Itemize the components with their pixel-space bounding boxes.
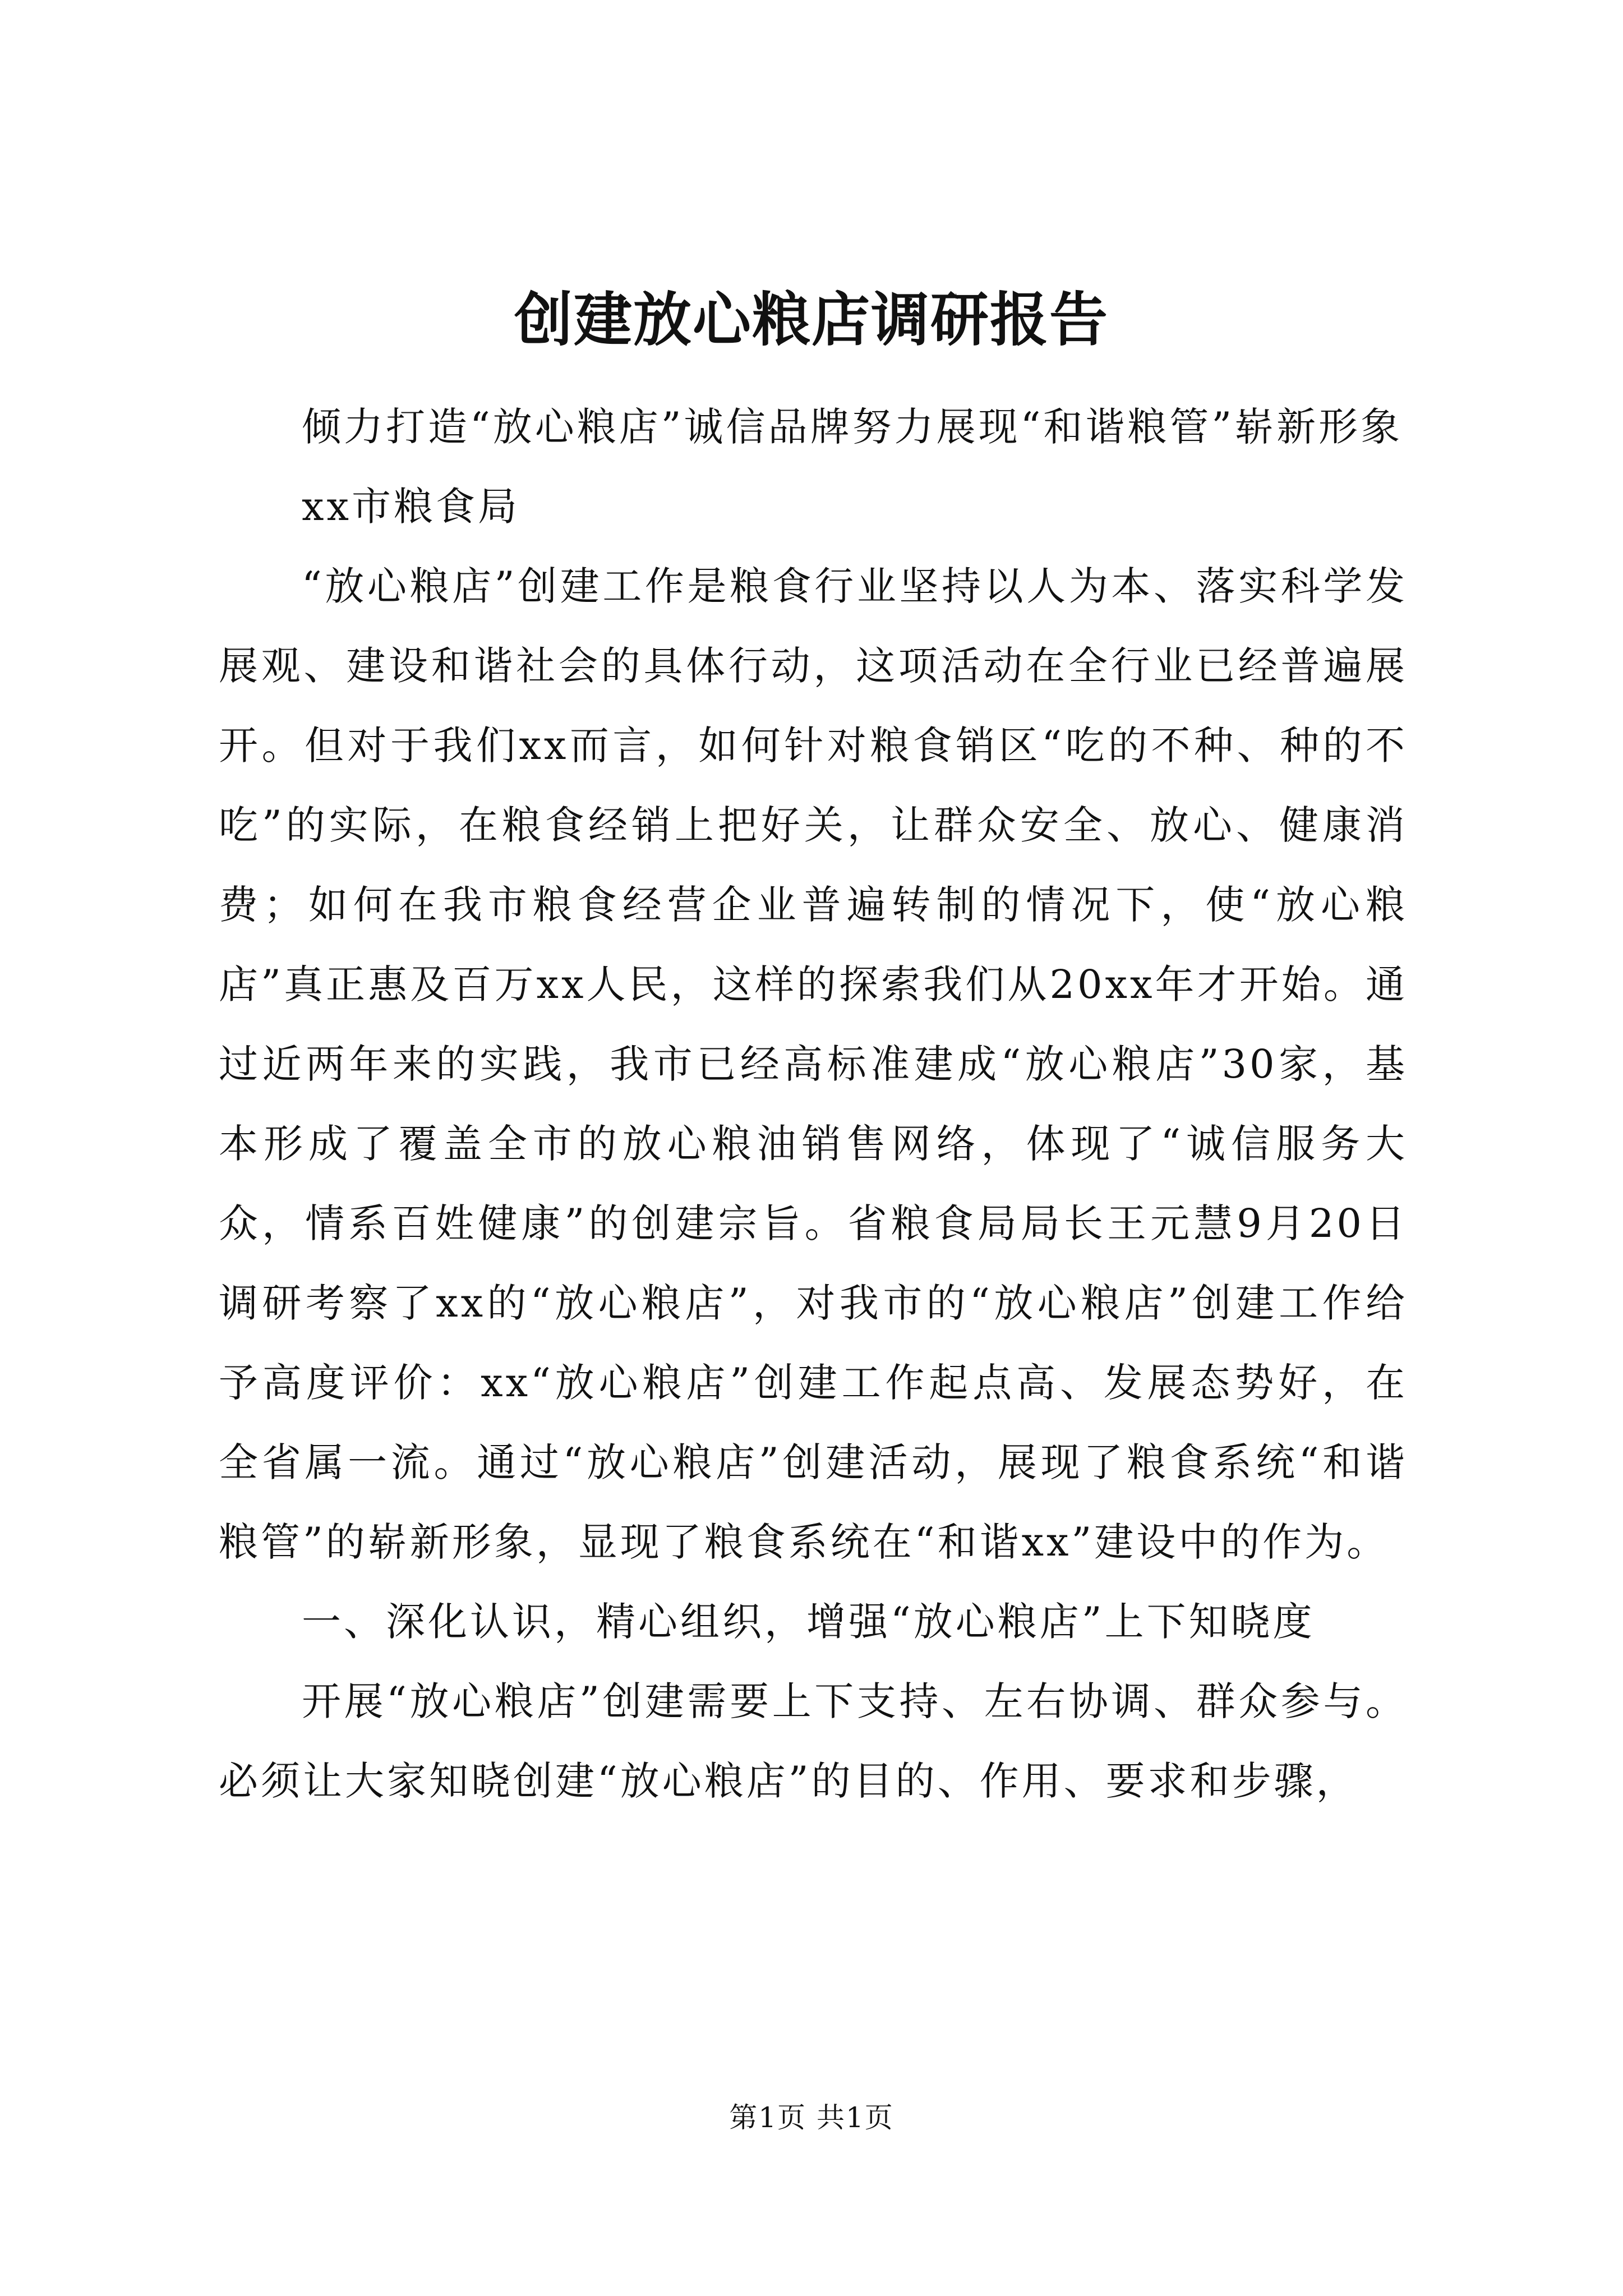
- body-paragraph: 开展“放心粮店”创建需要上下支持、左右协调、群众参与。必须让大家知晓创建“放心粮店”的目的、作用、要求和步骤，: [219, 1678, 1408, 1804]
- body-paragraph: “放心粮店”创建工作是粮食行业坚持以人为本、落实科学发展观、建设和谐社会的具体行动，这项活动在全行业已经普遍展开。但对于我们xx而言，如何针对粮食销区“吃的不种、种的不吃”的实际，在粮食经销上把好关，让群众安全、放心、健康消费；如何在我市粮食经营企业普遍转制的情况下，使“放心粮店”真正惠及百万xx人民，这样的探索我们从20xx年才开始。通过近两年来的实践，我市已经高标准建成“放心粮店”30家，基本形成了覆盖全市的放心粮油销售网络，体现了“诚信服务大众，情系百姓健康”的创建宗旨。省粮食局局长王元慧9月20日调研考察了xx的“放心粮店”，对我市的“放心粮店”创建工作给予高度评价：xx“放心粮店”创建工作起点高、发展态势好，在全省属一流。通过“放心粮店”创建活动，展现了粮食系统“和谐粮管”的崭新形象，显现了粮食系统在“和谐xx”建设中的作为。: [219, 563, 1408, 1565]
- subtitle-paragraph: 倾力打造“放心粮店”诚信品牌努力展现“和谐粮管”崭新形象: [302, 404, 1403, 450]
- page-footer: 第1页 共1页: [729, 2101, 894, 2134]
- document-title: 创建放心粮店调研报告: [514, 285, 1109, 354]
- document-body: [219, 387, 1408, 1821]
- author-line: xx市粮食局: [302, 484, 520, 530]
- section-heading: 一、深化认识，精心组织，增强“放心粮店”上下知晓度: [302, 1599, 1315, 1645]
